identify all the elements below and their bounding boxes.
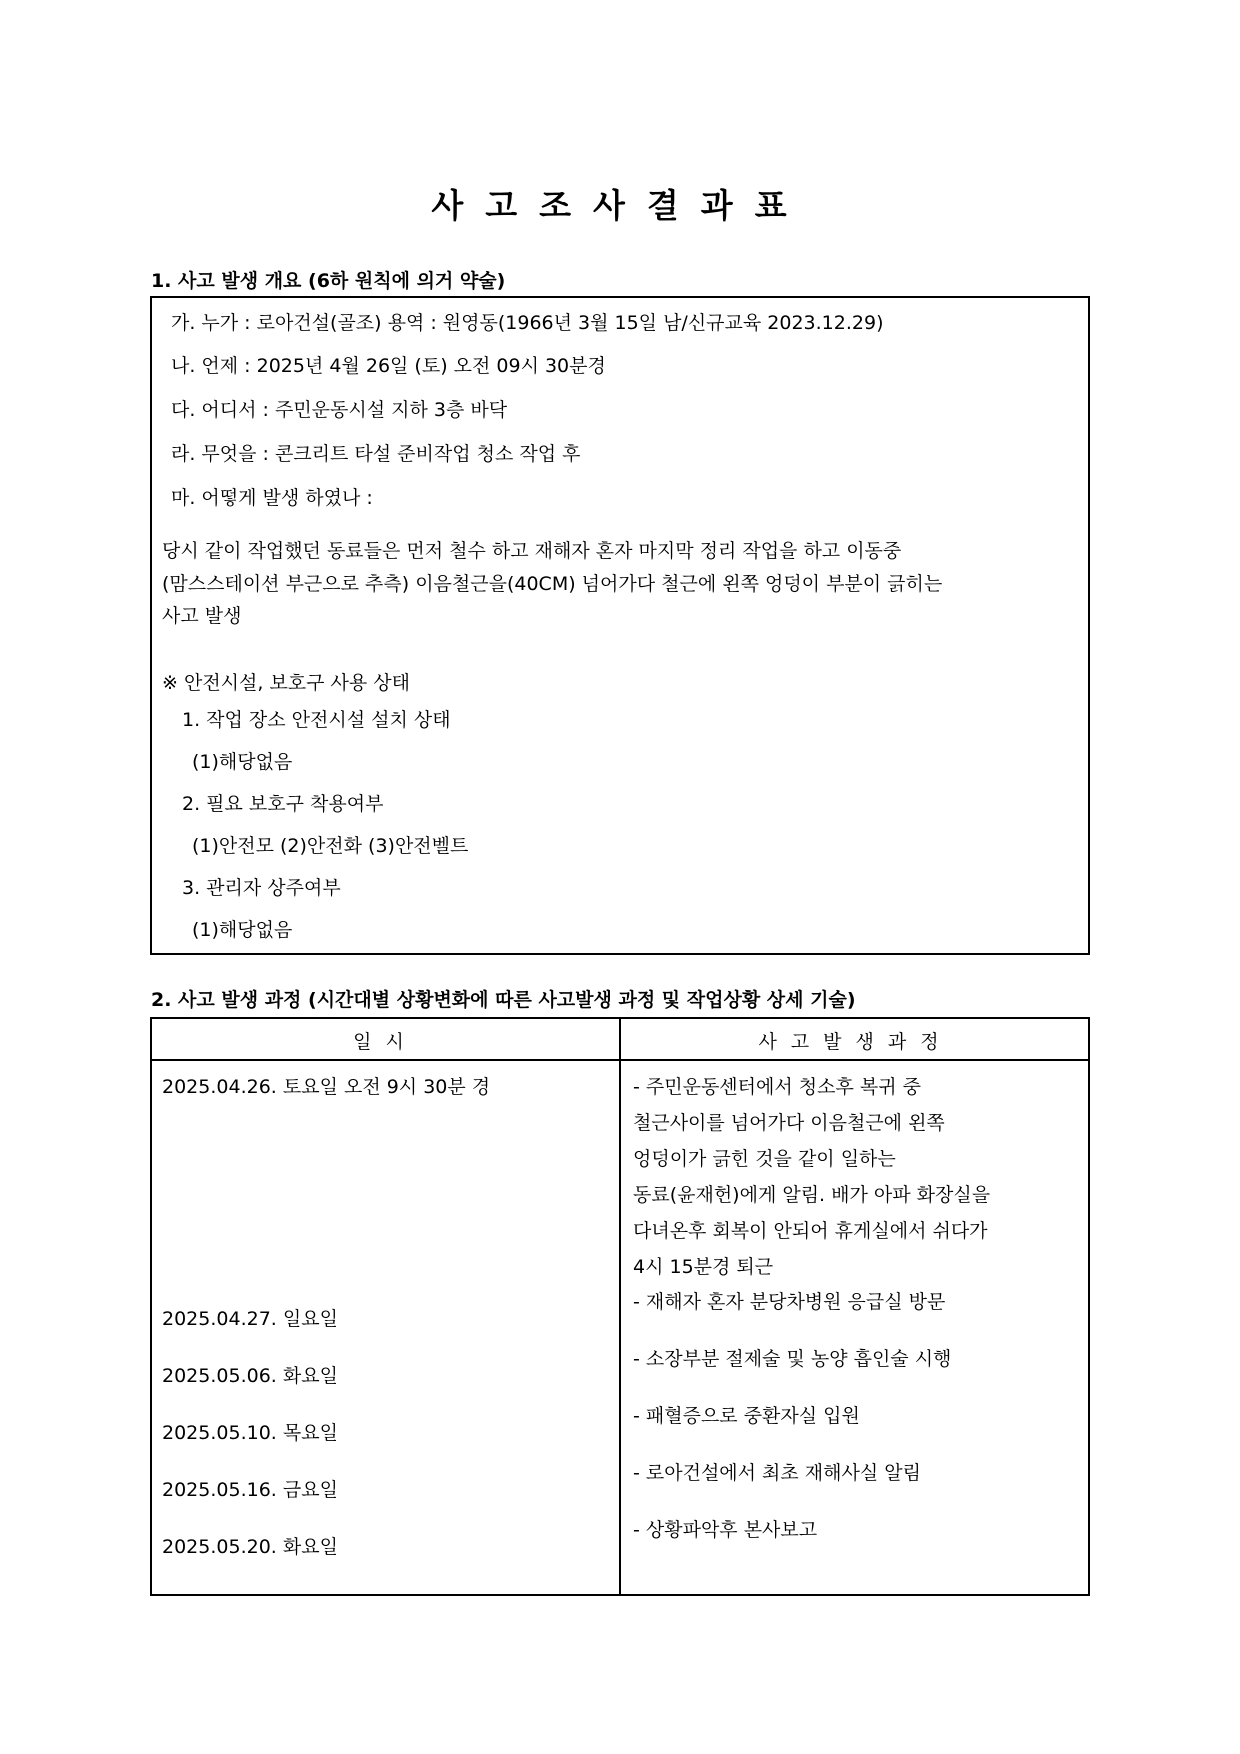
accident-process-table (150, 1017, 1090, 1596)
col-header-date: 일시 (353, 1031, 418, 1053)
safety-item: (1)안전모 (2)안전화 (3)안전벨트 (192, 835, 469, 857)
safety-item: (1)해당없음 (192, 751, 293, 773)
safety-item: 3. 관리자 상주여부 (182, 877, 341, 899)
how-line: 마. 어떻게 발생 하였나 : (171, 487, 373, 509)
row-process: - 패혈증으로 중환자실 입원 (633, 1405, 860, 1427)
safety-item: (1)해당없음 (192, 919, 293, 941)
row-date: 2025.05.16. 금요일 (162, 1479, 338, 1501)
first-row-process (633, 1069, 990, 1285)
row-process: - 상황파악후 본사보고 (633, 1519, 818, 1541)
what-line: 라. 무엇을 : 콘크리트 타설 준비작업 청소 작업 후 (171, 443, 581, 465)
row-date: 2025.05.06. 화요일 (162, 1365, 338, 1387)
who-line: 가. 누가 : 로아건설(골조) 용역 : 원영동(1966년 3월 15일 남/신규교육 2023.12.29) (171, 312, 884, 334)
process-line: 4시 15분경 퇴근 (633, 1256, 774, 1278)
narrative-line: 당시 같이 작업했던 동료들은 먼저 철수 하고 재해자 혼자 마지막 정리 작업을 하고 이동중 (162, 540, 902, 562)
safety-item: 2. 필요 보호구 착용여부 (182, 793, 384, 815)
header-divider (152, 1059, 1088, 1061)
row-process: - 소장부분 절제술 및 농양 흡인술 시행 (633, 1348, 952, 1370)
section1-heading: 1. 사고 발생 개요 (6하 원칙에 의거 약술) (151, 270, 506, 292)
where-line: 다. 어디서 : 주민운동시설 지하 3층 바닥 (171, 399, 508, 421)
narrative-line: 사고 발생 (162, 605, 242, 627)
narrative-line: (맘스스테이션 부근으로 추측) 이음철근을(40CM) 넘어가다 철근에 왼쪽 엉덩이 부분이 긁히는 (162, 573, 943, 595)
process-line: - 주민운동센터에서 청소후 복귀 중 (633, 1076, 921, 1098)
document-title: 사고조사결과표 (431, 186, 809, 225)
row-process: - 로아건설에서 최초 재해사실 알림 (633, 1462, 921, 1484)
process-line: 엉덩이가 긁힌 것을 같이 일하는 (633, 1148, 896, 1170)
when-line: 나. 언제 : 2025년 4월 26일 (토) 오전 09시 30분경 (171, 355, 606, 377)
process-line: 다녀온후 회복이 안되어 휴게실에서 쉬다가 (633, 1220, 988, 1242)
safety-item: 1. 작업 장소 안전시설 설치 상태 (182, 709, 451, 731)
row-process: - 재해자 혼자 분당차병원 응급실 방문 (633, 1291, 946, 1313)
column-divider (619, 1019, 621, 1594)
row-date: 2025.04.27. 일요일 (162, 1308, 338, 1330)
process-line: 동료(윤재헌)에게 알림. 배가 아파 화장실을 (633, 1184, 991, 1206)
row-date: 2025.05.20. 화요일 (162, 1536, 338, 1558)
process-line: 철근사이를 넘어가다 이음철근에 왼쪽 (633, 1112, 945, 1134)
safety-heading: ※ 안전시설, 보호구 사용 상태 (162, 672, 411, 694)
row-date: 2025.04.26. 토요일 오전 9시 30분 경 (162, 1076, 491, 1098)
row-date: 2025.05.10. 목요일 (162, 1422, 338, 1444)
accident-summary-box (150, 296, 1090, 955)
section2-heading: 2. 사고 발생 과정 (시간대별 상황변화에 따른 사고발생 과정 및 작업상황 상세 기술) (151, 989, 856, 1011)
col-header-process: 사고발생과정 (758, 1031, 953, 1053)
